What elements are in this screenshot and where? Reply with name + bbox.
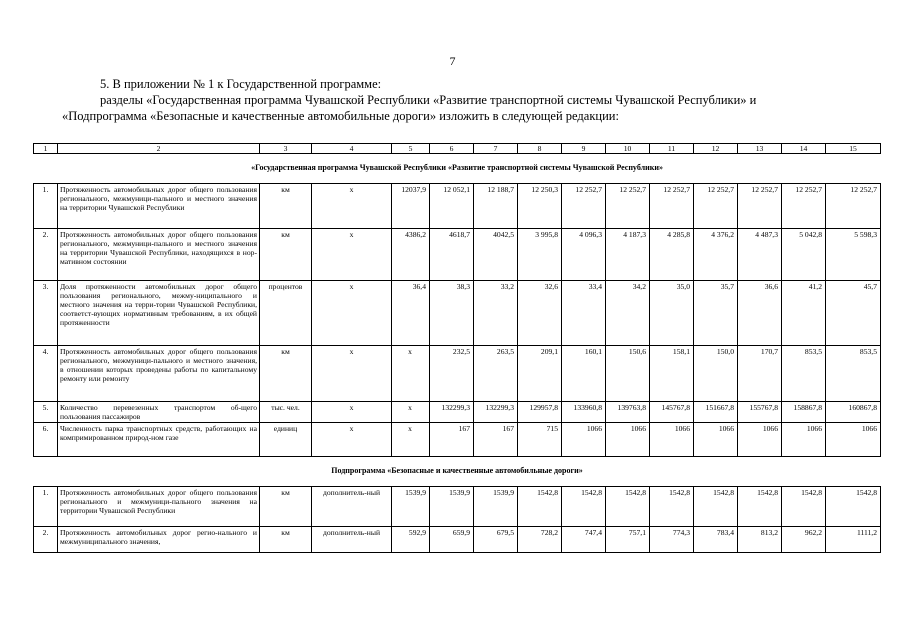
value-cell: 853,5 — [782, 346, 826, 402]
intro-line-1: 5. В приложении № 1 к Государственной программе: — [100, 77, 382, 91]
value-cell: 12 250,3 — [518, 184, 562, 229]
base-value-cell: х — [312, 281, 392, 346]
page-number: 7 — [449, 54, 456, 68]
column-number-cell: 2 — [58, 144, 260, 154]
value-cell: 160867,8 — [826, 402, 881, 423]
value-cell: 1066 — [606, 423, 650, 457]
value-cell: 132299,3 — [474, 402, 518, 423]
value-cell: 853,5 — [826, 346, 881, 402]
value-cell: х — [392, 423, 430, 457]
indicator-name: Доля протяженности автомобильных дорог общего пользования регионального, межму-ниципального и местного значения на терри-тории Чувашской Республики, соответст-вующих нормативным требованиям, в их общей протяженности — [58, 281, 260, 346]
table-row — [34, 402, 881, 423]
base-value-cell: дополнитель-ный — [312, 527, 392, 553]
table-row — [34, 281, 881, 346]
value-cell: 12 252,7 — [562, 184, 606, 229]
row-number: 2. — [34, 527, 58, 553]
value-cell: 1539,9 — [430, 487, 474, 527]
indicator-name: Протяженность автомобильных дорог регио-нального и межмуниципального значения, — [58, 527, 260, 553]
section-title-row — [34, 154, 881, 184]
row-number: 2. — [34, 229, 58, 281]
indicator-name: Протяженность автомобильных дорог общего пользования регионального, межмуници-пального и местного значения на территории Чувашской Республики — [58, 184, 260, 229]
value-cell: 132299,3 — [430, 402, 474, 423]
value-cell: 12 252,7 — [694, 184, 738, 229]
value-cell: 150,6 — [606, 346, 650, 402]
column-number-cell: 15 — [826, 144, 881, 154]
unit-cell: км — [260, 487, 312, 527]
value-cell: 4 096,3 — [562, 229, 606, 281]
row-number: 5. — [34, 402, 58, 423]
value-cell: 1066 — [694, 423, 738, 457]
unit-cell: км — [260, 346, 312, 402]
table-row — [34, 423, 881, 457]
value-cell: 33,2 — [474, 281, 518, 346]
row-number: 6. — [34, 423, 58, 457]
value-cell: 12 252,7 — [606, 184, 650, 229]
base-value-cell: х — [312, 346, 392, 402]
intro-line-3: «Подпрограмма «Безопасные и качественные автомобильные дороги» изложить в следующей редакции: — [62, 109, 619, 123]
value-cell: 4 376,2 — [694, 229, 738, 281]
column-number-cell: 8 — [518, 144, 562, 154]
value-cell: 783,4 — [694, 527, 738, 553]
value-cell: 151667,8 — [694, 402, 738, 423]
value-cell: 592,9 — [392, 527, 430, 553]
value-cell: 155767,8 — [738, 402, 782, 423]
value-cell: 12 188,7 — [474, 184, 518, 229]
value-cell: 1542,8 — [738, 487, 782, 527]
unit-cell: км — [260, 184, 312, 229]
value-cell: 12 252,7 — [826, 184, 881, 229]
table-header-row — [34, 144, 881, 154]
table-row — [34, 229, 881, 281]
unit-cell: км — [260, 229, 312, 281]
value-cell: 209,1 — [518, 346, 562, 402]
value-cell: 34,2 — [606, 281, 650, 346]
table-row — [34, 487, 881, 527]
value-cell: 1542,8 — [650, 487, 694, 527]
value-cell: 715 — [518, 423, 562, 457]
value-cell: 12037,9 — [392, 184, 430, 229]
column-number-cell: 4 — [312, 144, 392, 154]
value-cell: 3 995,8 — [518, 229, 562, 281]
column-number-cell: 12 — [694, 144, 738, 154]
value-cell: 263,5 — [474, 346, 518, 402]
column-number-cell: 11 — [650, 144, 694, 154]
column-number-cell: 14 — [782, 144, 826, 154]
value-cell: 12 252,7 — [782, 184, 826, 229]
column-number-cell: 6 — [430, 144, 474, 154]
value-cell: 1542,8 — [518, 487, 562, 527]
unit-cell: единиц — [260, 423, 312, 457]
value-cell: х — [392, 402, 430, 423]
row-number: 1. — [34, 184, 58, 229]
value-cell: 45,7 — [826, 281, 881, 346]
value-cell: 33,4 — [562, 281, 606, 346]
value-cell: 5 598,3 — [826, 229, 881, 281]
value-cell: 12 052,1 — [430, 184, 474, 229]
table-row — [34, 184, 881, 229]
row-number: 3. — [34, 281, 58, 346]
value-cell: 1539,9 — [392, 487, 430, 527]
base-value-cell: х — [312, 423, 392, 457]
base-value-cell: х — [312, 184, 392, 229]
value-cell: 158867,8 — [782, 402, 826, 423]
value-cell: 35,7 — [694, 281, 738, 346]
column-number-cell: 10 — [606, 144, 650, 154]
unit-cell: процентов — [260, 281, 312, 346]
value-cell: 170,7 — [738, 346, 782, 402]
value-cell: 728,2 — [518, 527, 562, 553]
section-title: «Государственная программа Чувашской Республики «Развитие транспортной системы Чувашской Республики» — [34, 154, 881, 184]
value-cell: 232,5 — [430, 346, 474, 402]
column-number-cell: 13 — [738, 144, 782, 154]
value-cell: 4 187,3 — [606, 229, 650, 281]
column-number-cell: 5 — [392, 144, 430, 154]
value-cell: 1066 — [650, 423, 694, 457]
value-cell: 35,0 — [650, 281, 694, 346]
column-number-cell: 3 — [260, 144, 312, 154]
intro-line-2: разделы «Государственная программа Чувашской Республики «Развитие транспортной системы Чувашской Республики» и — [100, 93, 757, 107]
indicator-name: Численность парка транспортных средств, работающих на компримированном природ-ном газе — [58, 423, 260, 457]
intro-text — [62, 76, 882, 124]
indicator-name: Протяженность автомобильных дорог общего пользования регионального, межмуници-пального и местного значения, в отношении которых проведены работы по капитальному ремонту или ремонту — [58, 346, 260, 402]
base-value-cell: х — [312, 402, 392, 423]
value-cell: 150,0 — [694, 346, 738, 402]
value-cell: 1539,9 — [474, 487, 518, 527]
value-cell: 659,9 — [430, 527, 474, 553]
value-cell: 813,2 — [738, 527, 782, 553]
value-cell: 129957,8 — [518, 402, 562, 423]
value-cell: 4618,7 — [430, 229, 474, 281]
value-cell: 1542,8 — [606, 487, 650, 527]
column-number-cell: 1 — [34, 144, 58, 154]
table-row — [34, 346, 881, 402]
value-cell: 12 252,7 — [650, 184, 694, 229]
row-number: 1. — [34, 487, 58, 527]
value-cell: 4042,5 — [474, 229, 518, 281]
base-value-cell: х — [312, 229, 392, 281]
value-cell: 1542,8 — [694, 487, 738, 527]
value-cell: 12 252,7 — [738, 184, 782, 229]
value-cell: 139763,8 — [606, 402, 650, 423]
base-value-cell: дополнитель-ный — [312, 487, 392, 527]
value-cell: 133960,8 — [562, 402, 606, 423]
value-cell: 145767,8 — [650, 402, 694, 423]
value-cell: 36,6 — [738, 281, 782, 346]
value-cell: 1542,8 — [826, 487, 881, 527]
indicator-name: Количество перевезенных транспортом об-щего пользования пассажиров — [58, 402, 260, 423]
value-cell: 32,6 — [518, 281, 562, 346]
unit-cell: км — [260, 527, 312, 553]
value-cell: 1066 — [738, 423, 782, 457]
value-cell: 4 285,8 — [650, 229, 694, 281]
unit-cell: тыс. чел. — [260, 402, 312, 423]
row-number: 4. — [34, 346, 58, 402]
value-cell: 1542,8 — [782, 487, 826, 527]
column-number-cell: 9 — [562, 144, 606, 154]
indicators-table — [33, 143, 881, 553]
value-cell: 158,1 — [650, 346, 694, 402]
value-cell: х — [392, 346, 430, 402]
indicator-name: Протяженность автомобильных дорог общего пользования регионального, межмуници-пального и местного значения на территории Чувашской Республики, находящихся в нор-мативном состоянии — [58, 229, 260, 281]
value-cell: 5 042,8 — [782, 229, 826, 281]
value-cell: 757,1 — [606, 527, 650, 553]
section-title-row — [34, 457, 881, 487]
value-cell: 1066 — [562, 423, 606, 457]
value-cell: 36,4 — [392, 281, 430, 346]
value-cell: 4386,2 — [392, 229, 430, 281]
value-cell: 1111,2 — [826, 527, 881, 553]
value-cell: 41,2 — [782, 281, 826, 346]
value-cell: 160,1 — [562, 346, 606, 402]
value-cell: 1066 — [782, 423, 826, 457]
value-cell: 4 487,3 — [738, 229, 782, 281]
value-cell: 38,3 — [430, 281, 474, 346]
table-row — [34, 527, 881, 553]
section-title: Подпрограмма «Безопасные и качественные автомобильные дороги» — [34, 457, 881, 487]
indicator-name: Протяженность автомобильных дорог общего пользования регионального и межмуници-пального значения на территории Чувашской Республики — [58, 487, 260, 527]
value-cell: 167 — [430, 423, 474, 457]
column-number-cell: 7 — [474, 144, 518, 154]
value-cell: 167 — [474, 423, 518, 457]
value-cell: 679,5 — [474, 527, 518, 553]
value-cell: 747,4 — [562, 527, 606, 553]
value-cell: 1066 — [826, 423, 881, 457]
value-cell: 774,3 — [650, 527, 694, 553]
value-cell: 962,2 — [782, 527, 826, 553]
value-cell: 1542,8 — [562, 487, 606, 527]
